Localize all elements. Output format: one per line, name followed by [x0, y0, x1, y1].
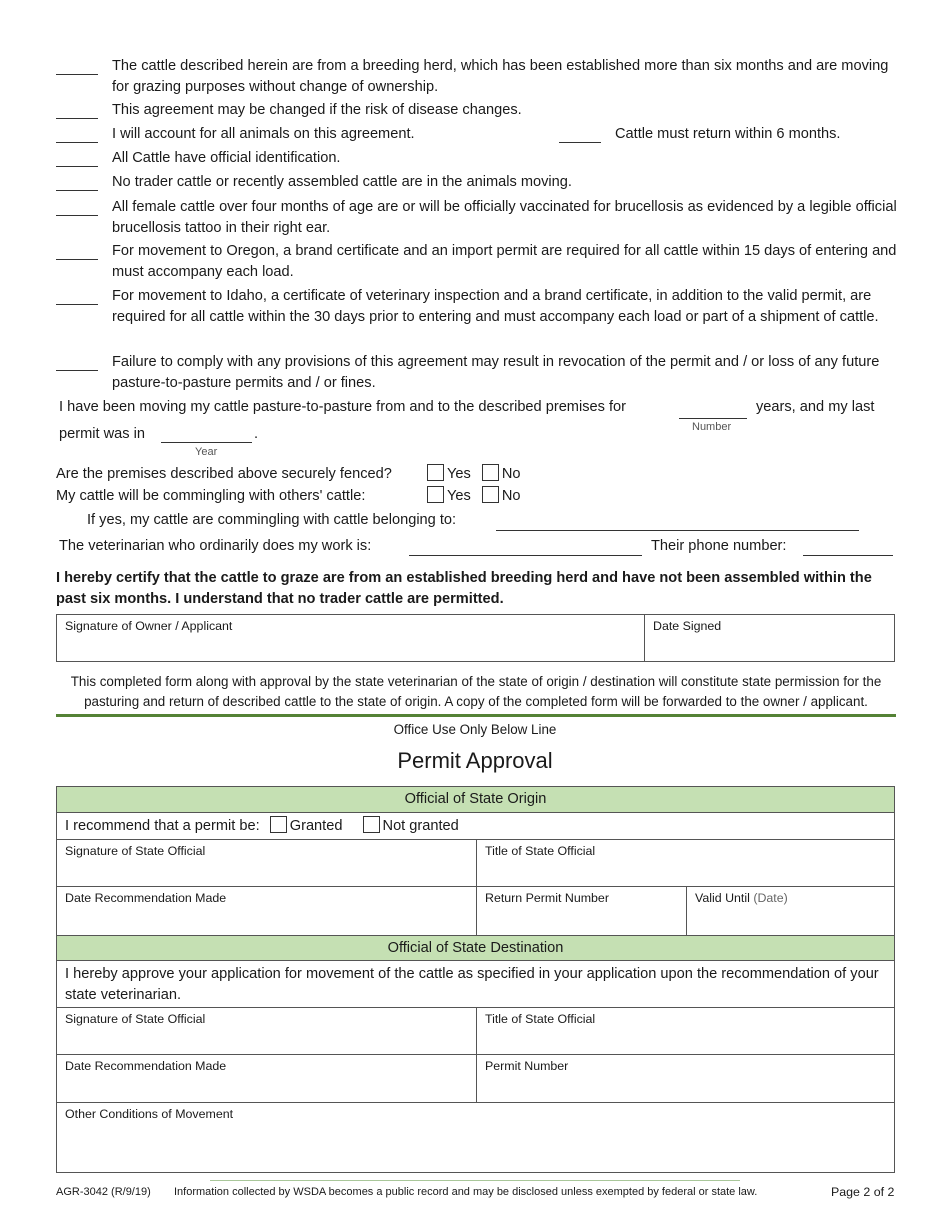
- other-conditions-row: [57, 1102, 894, 1172]
- not-granted-label: Not granted: [382, 818, 459, 834]
- owner-signature-label: Signature of Owner / Applicant: [65, 619, 233, 633]
- initial-blank[interactable]: [56, 142, 98, 143]
- fenced-no-label: No: [501, 466, 521, 482]
- not-granted-checkbox[interactable]: [363, 816, 380, 833]
- number-label: Number: [692, 421, 732, 433]
- valid-until-field[interactable]: [686, 887, 894, 935]
- last-permit-year-field[interactable]: [161, 442, 252, 443]
- fenced-question: [56, 464, 392, 485]
- checklist-item-breeding-herd: [56, 56, 898, 98]
- origin-header: [57, 787, 894, 812]
- commingling-owner-question: [87, 510, 456, 531]
- permit-number-label: Permit Number: [485, 1059, 569, 1073]
- checklist-text: For movement to Oregon, a brand certificate and an import permit are required for all cattle within 15 days of entering and must accompany each load.: [112, 243, 897, 280]
- commingling-no-checkbox[interactable]: [482, 486, 499, 503]
- approval-statement-row: [57, 960, 894, 1007]
- checklist-text: For movement to Idaho, a certificate of veterinary inspection and a brand certificate, in addition to the valid permit, are required for all cattle within the 30 days prior to entering and must accompany each load or part of a shipment of cattle.: [112, 288, 879, 325]
- checklist-item-oregon: [56, 241, 898, 283]
- history-line-1: [59, 397, 626, 418]
- years-number-field[interactable]: [679, 418, 747, 419]
- phone-question: [651, 536, 786, 557]
- commingling-yes-label: Yes: [447, 488, 471, 504]
- checklist-item-identification: [56, 148, 898, 169]
- origin-date-label: Date Recommendation Made: [65, 891, 227, 905]
- granted-label: Granted: [289, 818, 343, 834]
- origin-header-label: Official of State Origin: [404, 791, 547, 807]
- return-permit-number-field[interactable]: [476, 887, 686, 935]
- checklist-item-cattle-return: [559, 124, 889, 145]
- initial-blank[interactable]: [56, 166, 98, 167]
- destination-title-label: Title of State Official: [485, 1012, 596, 1026]
- public-record-disclaimer: Information collected by WSDA becomes a public record and may be disclosed unless exempted by federal or state law.: [174, 1186, 758, 1198]
- phone-label: Their phone number:: [651, 538, 787, 554]
- checklist-text: This agreement may be changed if the risk of disease changes.: [112, 102, 522, 118]
- granted-checkbox[interactable]: [270, 816, 287, 833]
- origin-title-label: Title of State Official: [485, 844, 596, 858]
- other-conditions-label: Other Conditions of Movement: [65, 1107, 234, 1121]
- history-period: .: [254, 426, 259, 442]
- owner-signature-field[interactable]: [57, 615, 644, 661]
- vet-phone-field[interactable]: [803, 555, 893, 556]
- commingling-owner-label: If yes, my cattle are commingling with cattle belonging to:: [87, 512, 457, 528]
- fenced-no-checkbox[interactable]: [482, 464, 499, 481]
- origin-signature-label: Signature of State Official: [65, 844, 206, 858]
- checklist-text: Cattle must return within 6 months.: [615, 126, 841, 142]
- vet-name-field[interactable]: [409, 555, 642, 556]
- checklist-text: All Cattle have official identification.: [112, 150, 341, 166]
- year-label: Year: [195, 446, 218, 458]
- certification-statement: I hereby certify that the cattle to graze are from an established breeding herd and have not been assembled within the past six months. I understand that no trader cattle are permitted.: [56, 570, 872, 607]
- section-divider: [56, 714, 896, 717]
- recommend-row: [57, 812, 894, 839]
- initial-blank[interactable]: [56, 190, 98, 191]
- fenced-label: Are the premises described above securely fenced?: [56, 466, 392, 482]
- office-use-label: Office Use Only Below Line: [393, 722, 557, 737]
- commingling-options: [427, 486, 521, 507]
- permit-approval-table: [56, 786, 895, 1173]
- permission-notice: This completed form along with approval by the state veterinarian of the state of origin / destination will constitute state permission for the pasturing and return of described cattle to the state of origin. A copy of the completed form will be forwarded to the owner / applicant.: [70, 674, 882, 709]
- origin-date-row: [57, 886, 894, 935]
- origin-signature-row: [57, 839, 894, 886]
- destination-header-label: Official of State Destination: [387, 940, 564, 956]
- checklist-text: No trader cattle or recently assembled cattle are in the animals moving.: [112, 174, 572, 190]
- checklist-item-failure: [56, 352, 898, 394]
- date-signed-label: Date Signed: [653, 619, 722, 633]
- valid-until-hint: (Date): [753, 891, 788, 905]
- destination-title-field[interactable]: [476, 1008, 894, 1054]
- destination-date-row: [57, 1054, 894, 1102]
- history-text-3: permit was in: [59, 426, 145, 442]
- permit-approval-title: Permit Approval: [397, 748, 553, 773]
- checklist-item-no-trader: [56, 172, 898, 193]
- destination-signature-label: Signature of State Official: [65, 1012, 206, 1026]
- footer-rule: [210, 1180, 740, 1181]
- origin-date-field[interactable]: [57, 887, 476, 935]
- vet-question: [59, 536, 371, 557]
- checklist-text: All female cattle over four months of age are or will be officially vaccinated for brucellosis as evidenced by a legible official brucellosis tattoo in their right ear.: [112, 199, 897, 236]
- origin-title-field[interactable]: [476, 840, 894, 886]
- destination-header: [57, 935, 894, 960]
- date-signed-field[interactable]: [644, 615, 894, 661]
- origin-signature-field[interactable]: [57, 840, 476, 886]
- initial-blank[interactable]: [56, 74, 98, 75]
- history-text-2: years, and my last: [756, 399, 875, 415]
- history-line-3: [59, 424, 145, 445]
- destination-date-label: Date Recommendation Made: [65, 1059, 227, 1073]
- fenced-yes-checkbox[interactable]: [427, 464, 444, 481]
- recommend-label: I recommend that a permit be:: [65, 818, 260, 834]
- destination-signature-row: [57, 1007, 894, 1054]
- checklist-text: I will account for all animals on this agreement.: [112, 126, 415, 142]
- commingling-owner-field[interactable]: [496, 530, 859, 531]
- initial-blank[interactable]: [56, 304, 98, 305]
- other-conditions-field[interactable]: [57, 1103, 894, 1172]
- checklist-item-brucellosis: [56, 197, 898, 239]
- history-text-1: I have been moving my cattle pasture-to-pasture from and to the described premises for: [59, 399, 627, 415]
- commingling-label: My cattle will be commingling with others' cattle:: [56, 488, 366, 504]
- initial-blank[interactable]: [56, 215, 98, 216]
- checklist-item-risk-change: [56, 100, 898, 121]
- checklist-item-idaho: [56, 286, 898, 328]
- return-permit-number-label: Return Permit Number: [485, 891, 609, 905]
- initial-blank[interactable]: [559, 142, 601, 143]
- form-id: AGR-3042 (R/9/19): [56, 1186, 151, 1198]
- vet-label: The veterinarian who ordinarily does my work is:: [59, 538, 372, 554]
- checklist-text: The cattle described herein are from a breeding herd, which has been established more than six months and are moving for grazing purposes without change of ownership.: [112, 58, 889, 95]
- valid-until-label: Valid Until: [695, 891, 750, 905]
- owner-signature-box: [56, 614, 895, 662]
- destination-date-field[interactable]: [57, 1055, 476, 1102]
- checklist-text: Failure to comply with any provisions of this agreement may result in revocation of the permit and / or loss of any future pasture-to-pasture permits and / or fines.: [112, 354, 880, 391]
- approval-statement: I hereby approve your application for movement of the cattle as specified in your application upon the recommendation of your state veterinarian.: [65, 966, 879, 1003]
- history-line-2: [756, 397, 874, 418]
- permit-number-field[interactable]: [476, 1055, 894, 1102]
- commingling-no-label: No: [501, 488, 521, 504]
- page-number: Page 2 of 2: [831, 1185, 895, 1199]
- fenced-options: [427, 464, 521, 485]
- fenced-yes-label: Yes: [447, 466, 471, 482]
- initial-blank[interactable]: [56, 259, 98, 260]
- destination-signature-field[interactable]: [57, 1008, 476, 1054]
- initial-blank[interactable]: [56, 370, 98, 371]
- commingling-yes-checkbox[interactable]: [427, 486, 444, 503]
- commingling-question: [56, 486, 365, 507]
- initial-blank[interactable]: [56, 118, 98, 119]
